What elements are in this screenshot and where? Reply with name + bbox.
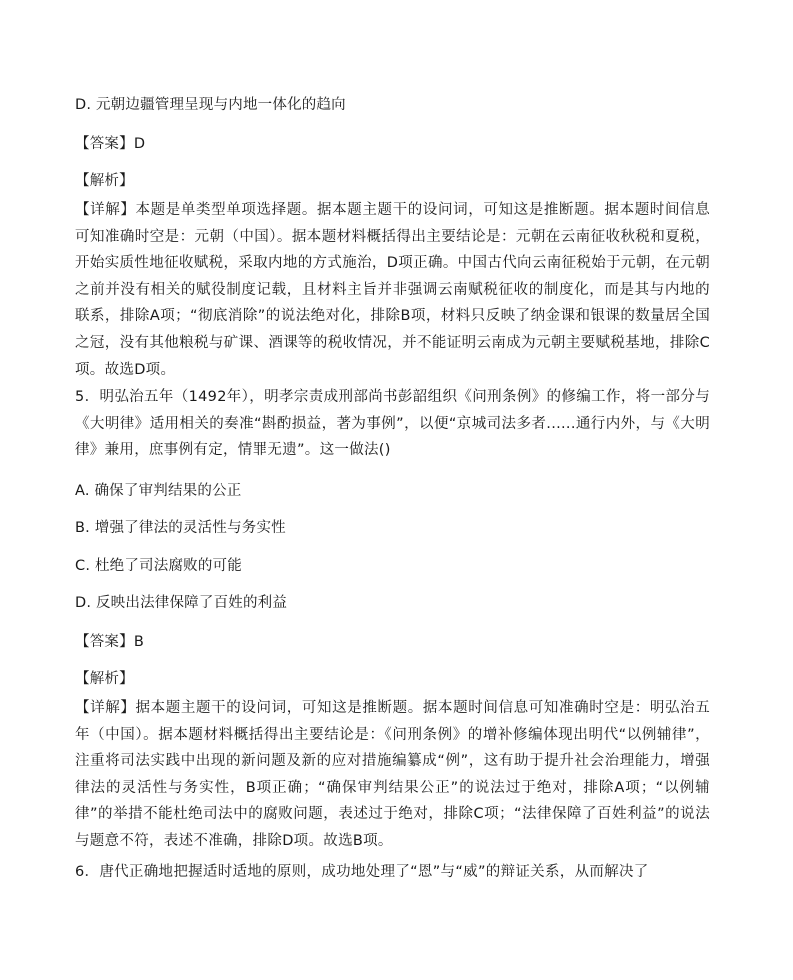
q6-stem: 6．唐代正确地把握适时适地的原则，成功地处理了“恩”与“威”的辩证关系，从而解决了 [75, 864, 649, 880]
q5-option-d: D. 反映出法律保障了百姓的利益 [75, 595, 288, 611]
q5-option-c: C. 杜绝了司法腐败的可能 [75, 558, 242, 574]
q4-option-d: D. 元朝边疆管理呈现与内地一体化的趋向 [75, 97, 346, 113]
answer-value: B [133, 634, 144, 650]
answer-value: D [133, 136, 146, 152]
q4-detail [75, 197, 710, 383]
detail-text: 据本题主题干的设问词，可知这是推断题。据本题时间信息可知准确时空是：明弘治五年（中国）。据本题材料概括得出主要结论是：《问刑条例》的增补修编体现出明代“以例辅律”，注重将司法实践中出现的新问题及新的应对措施编纂成“例”，这有助于提升社会治理能力，增强律法的灵活性与务实性，B项正确；“确保审判结果公正”的说法过于绝对，排除A项；“以例辅律”的举措不能杜绝司法中的腐败问题，表述过于绝对，排除C项；“法律保障了百姓利益”的说法与题意不符，表述不准确，排除D项。故选B项。 [75, 700, 710, 849]
answer-label: 【答案】 [75, 634, 134, 650]
q4-answer [75, 134, 715, 154]
q5-stem: 5．明弘治五年（1492年），明孝宗责成刑部尚书彭韶组织《问刑条例》的修编工作，将一部分与《大明律》适用相关的奏准“斟酌损益，著为事例”，以便“京城司法多者......通行内外，与《大明律》兼用，庶事例有定，情罪无遗”。这一做法() [75, 389, 710, 459]
detail-text: 本题是单类型单项选择题。据本题主题干的设问词，可知这是推断题。据本题时间信息可知准确时空是：元朝（中国）。据本题材料概括得出主要结论是：元朝在云南征收秋税和夏税，开始实质性地征收赋税，采取内地的方式施治，D项正确。中国古代向云南征税始于元朝，在元朝之前并没有相关的赋役制度记载，且材料主旨并非强调云南赋税征收的制度化，而是其与内地的联系，排除A项；“彻底消除”的说法绝对化，排除B项，材料只反映了纳金课和银课的数量居全国之冠，没有其他粮税与矿课、酒课等的税收情况，并不能证明云南成为元朝主要赋税基地，排除C项。故选D项。 [75, 202, 710, 378]
answer-label: 【答案】 [75, 136, 134, 152]
q5-option-b: B. 增强了律法的灵活性与务实性 [75, 520, 286, 536]
q5-option-a: A. 确保了审判结果的公正 [75, 483, 242, 499]
q5-detail [75, 695, 710, 855]
q4-analysis-label: 【解析】 [75, 173, 134, 189]
detail-label: 【详解】 [75, 202, 136, 218]
q5-answer [75, 632, 715, 652]
q5-analysis-label: 【解析】 [75, 671, 134, 687]
detail-label: 【详解】 [75, 700, 136, 716]
